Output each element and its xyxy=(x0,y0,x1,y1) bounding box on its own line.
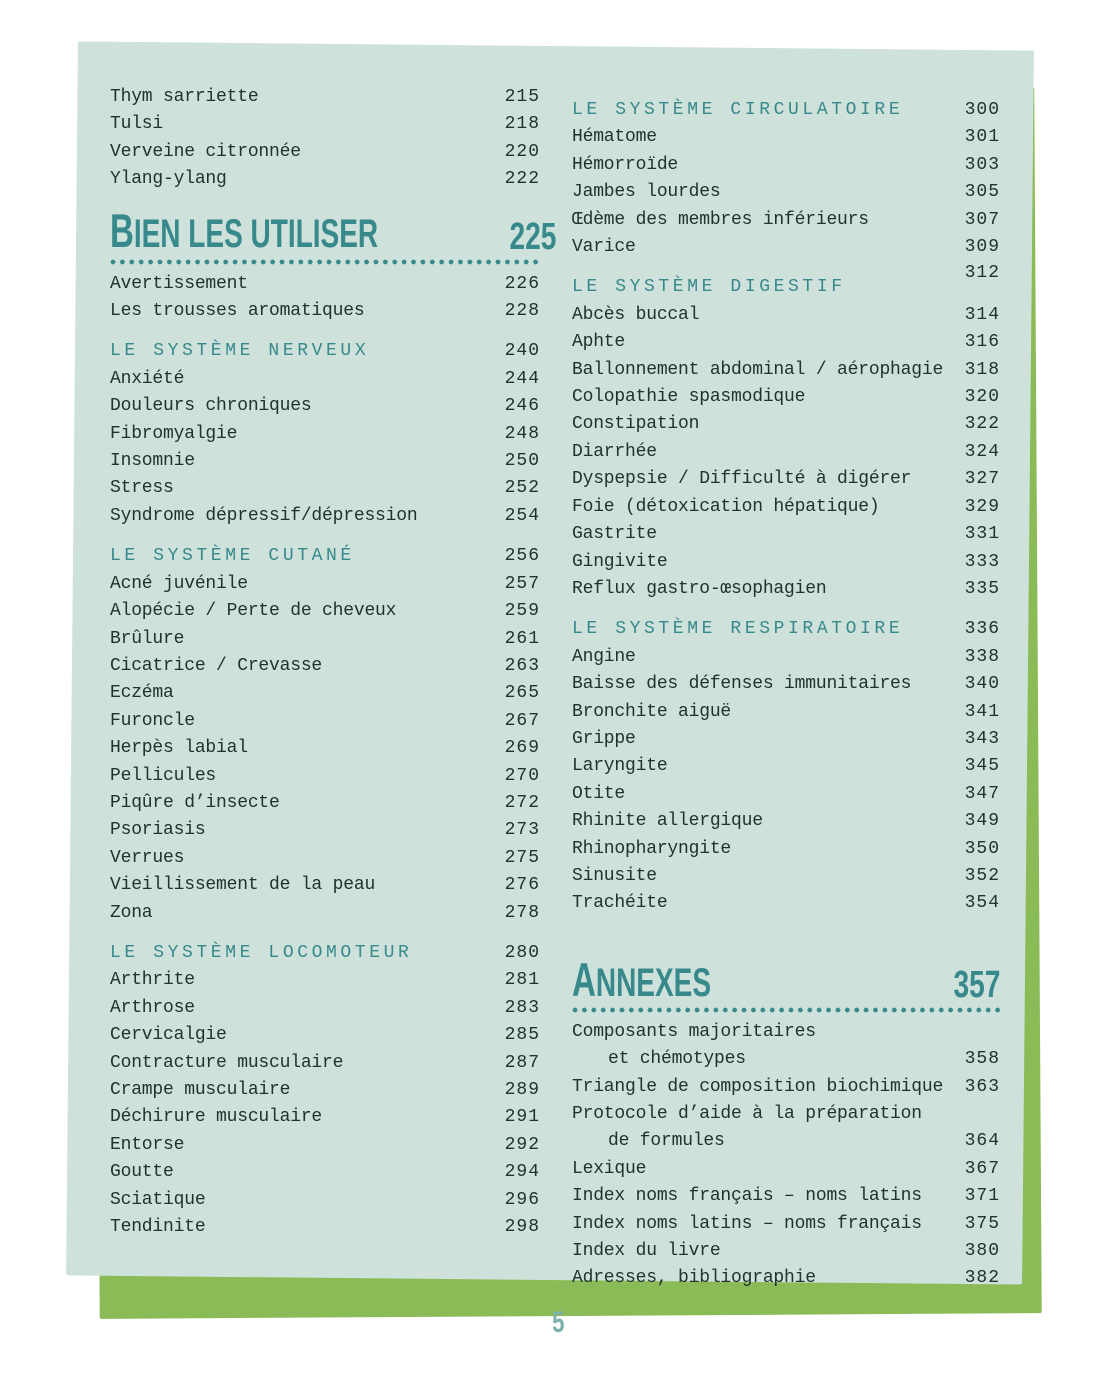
entry-label: Déchirure musculaire xyxy=(110,1107,323,1128)
toc-entry xyxy=(572,329,1000,356)
toc-entry xyxy=(110,166,540,193)
entry-label: Brûlure xyxy=(110,628,185,649)
toc-section xyxy=(110,543,540,927)
toc-entry xyxy=(110,598,540,625)
entry-page: 358 xyxy=(964,1049,1000,1070)
entry-label: Verrues xyxy=(110,847,185,868)
entry-page: 292 xyxy=(504,1134,540,1155)
toc-entry xyxy=(572,726,1000,753)
toc-entry xyxy=(110,84,540,111)
toc-entry xyxy=(110,503,540,530)
toc-section xyxy=(110,940,540,1241)
toc-entry xyxy=(572,357,1000,384)
entry-label: Sciatique xyxy=(110,1189,206,1210)
entry-label: Douleurs chroniques xyxy=(110,396,312,417)
entry-page: 324 xyxy=(964,441,1000,462)
entry-page: 350 xyxy=(964,838,1000,859)
toc-section-header xyxy=(110,940,540,967)
page-number: 5 xyxy=(551,1306,565,1339)
entry-label: de formules xyxy=(608,1131,725,1152)
entry-page: 283 xyxy=(504,997,540,1018)
entry-label: Gingivite xyxy=(572,551,668,572)
entry-label: Bronchite aiguë xyxy=(572,701,732,722)
toc-entry xyxy=(572,494,1000,521)
toc-entry xyxy=(572,152,1000,179)
entry-label: Index noms français – noms latins xyxy=(572,1186,922,1207)
toc-section xyxy=(572,97,1000,261)
entry-label: Adresses, bibliographie xyxy=(572,1268,816,1289)
toc-entry xyxy=(110,1159,540,1186)
entry-label: Grippe xyxy=(572,728,636,749)
entry-page: 270 xyxy=(504,765,540,786)
entry-page: 322 xyxy=(964,414,1000,435)
entry-page: 354 xyxy=(964,893,1000,914)
entry-label: Tendinite xyxy=(110,1217,206,1238)
entry-label: Hématome xyxy=(572,127,657,148)
entry-label: Avertissement xyxy=(110,273,248,294)
entry-page: 244 xyxy=(504,368,540,389)
section-page: 312 xyxy=(964,263,1000,284)
entry-page: 341 xyxy=(964,701,1000,722)
entry-page: 303 xyxy=(964,154,1000,175)
toc-entry xyxy=(572,302,1000,329)
entry-label: Syndrome dépressif/dépression xyxy=(110,505,418,526)
entry-page: 363 xyxy=(964,1076,1000,1097)
toc-entry xyxy=(110,366,540,393)
toc-entry xyxy=(572,439,1000,466)
entry-label: Herpès labial xyxy=(110,738,248,759)
entry-page: 275 xyxy=(504,847,540,868)
toc-entry xyxy=(110,271,540,298)
toc-column-left xyxy=(110,84,557,1241)
toc-entry xyxy=(110,571,540,598)
toc-section-header xyxy=(572,263,1000,301)
toc-entry xyxy=(110,790,540,817)
entry-page: 298 xyxy=(504,1217,540,1238)
entry-page: 265 xyxy=(504,683,540,704)
entry-page: 301 xyxy=(964,127,1000,148)
entry-label: Crampe musculaire xyxy=(110,1080,291,1100)
entry-page: 215 xyxy=(504,87,540,107)
toc-entry xyxy=(572,1211,1000,1238)
entry-page: 352 xyxy=(964,865,1000,886)
toc-entry xyxy=(572,890,1000,917)
toc-entry xyxy=(572,124,1000,151)
entry-label: Arthrite xyxy=(110,970,195,991)
entry-label: Angine xyxy=(572,646,636,667)
section-page: 256 xyxy=(504,546,540,567)
entry-page: 296 xyxy=(504,1189,540,1210)
entry-page: 318 xyxy=(964,359,1000,380)
toc-entry xyxy=(110,1187,540,1214)
entry-page: 333 xyxy=(964,551,1000,572)
toc-part-header xyxy=(572,953,1000,1013)
part-page: 357 xyxy=(953,963,1000,1006)
toc-entry xyxy=(572,549,1000,576)
toc-entry xyxy=(572,1074,1000,1101)
entry-page: 254 xyxy=(504,505,540,526)
entry-label: Alopécie / Perte de cheveux xyxy=(110,601,397,622)
entry-label: Baisse des défenses immunitaires xyxy=(572,674,912,695)
toc-section xyxy=(110,338,540,530)
entry-page: 218 xyxy=(504,114,540,135)
entry-page: 276 xyxy=(504,875,540,896)
entry-page: 327 xyxy=(964,469,1000,490)
entry-label: Index du livre xyxy=(572,1241,721,1262)
toc-entry xyxy=(110,1132,540,1159)
toc-entry xyxy=(110,448,540,475)
toc-entry xyxy=(572,1046,1000,1073)
entry-label: Eczéma xyxy=(110,683,174,704)
entry-page: 222 xyxy=(504,169,540,190)
entry-label: Sinusite xyxy=(572,865,657,886)
entry-page: 309 xyxy=(964,237,1000,258)
entry-label: Arthrose xyxy=(110,997,195,1018)
entry-label: Varice xyxy=(572,237,636,258)
entry-label: Otite xyxy=(572,783,626,804)
entry-label: Dyspepsie / Difficulté à digérer xyxy=(572,469,912,490)
toc-entry xyxy=(110,139,540,166)
toc-entry xyxy=(110,1022,540,1049)
toc-row-group xyxy=(572,1019,1000,1293)
toc-entry xyxy=(572,521,1000,548)
toc-entry xyxy=(572,1128,1000,1155)
entry-page: 220 xyxy=(504,141,540,162)
toc-column-right xyxy=(572,84,1000,1293)
entry-page: 316 xyxy=(964,332,1000,353)
entry-label: Verveine citronnée xyxy=(110,141,301,162)
entry-page: 329 xyxy=(964,496,1000,517)
entry-page: 267 xyxy=(504,710,540,731)
toc-entry xyxy=(110,680,540,707)
entry-page: 345 xyxy=(964,756,1000,777)
toc-section-header xyxy=(110,543,540,570)
entry-page: 228 xyxy=(504,301,540,322)
entry-label: Les trousses aromatiques xyxy=(110,301,365,322)
toc-entry xyxy=(110,298,540,325)
toc-entry xyxy=(572,234,1000,261)
entry-page: 263 xyxy=(504,655,540,676)
toc-entry xyxy=(572,1183,1000,1210)
entry-label: Protocole d’aide à la préparation xyxy=(572,1104,922,1124)
section-page: 300 xyxy=(964,100,1000,120)
entry-page: 278 xyxy=(504,902,540,923)
entry-page: 291 xyxy=(504,1107,540,1128)
toc-section xyxy=(572,263,1000,603)
entry-label: Diarrhée xyxy=(572,441,657,462)
toc-row-group xyxy=(110,84,540,194)
entry-label: Lexique xyxy=(572,1158,647,1179)
toc-entry xyxy=(572,1265,1000,1292)
entry-label: Ylang-ylang xyxy=(110,169,227,190)
entry-page: 285 xyxy=(504,1025,540,1046)
toc-entry xyxy=(572,671,1000,698)
entry-label: Index noms latins – noms français xyxy=(572,1213,922,1234)
entry-page: 340 xyxy=(964,674,1000,695)
toc-entry xyxy=(110,626,540,653)
toc-section-header xyxy=(110,338,540,365)
section-page: 240 xyxy=(504,341,540,362)
toc-entry xyxy=(110,1077,540,1104)
entry-label: Cicatrice / Crevasse xyxy=(110,655,323,676)
toc-entry xyxy=(110,845,540,872)
part-header-row xyxy=(572,953,1000,1007)
entry-page: 305 xyxy=(964,182,1000,203)
entry-label: Reflux gastro-œsophagien xyxy=(572,578,827,599)
entry-page: 261 xyxy=(504,628,540,649)
toc-entry xyxy=(110,393,540,420)
entry-page: 289 xyxy=(504,1080,540,1100)
toc-entry xyxy=(110,1050,540,1077)
entry-page: 380 xyxy=(964,1241,1000,1262)
entry-label: Entorse xyxy=(110,1134,185,1155)
entry-label: Jambes lourdes xyxy=(572,182,721,203)
entry-label: Composants majoritaires xyxy=(572,1021,816,1042)
entry-label: Aphte xyxy=(572,332,626,353)
toc-entry xyxy=(110,708,540,735)
section-title: LE SYSTÈME LOCOMOTEUR xyxy=(110,942,413,963)
entry-label: Fibromyalgie xyxy=(110,423,238,444)
entry-page: 269 xyxy=(504,738,540,759)
entry-page: 246 xyxy=(504,396,540,417)
entry-page: 294 xyxy=(504,1162,540,1183)
section-title: LE SYSTÈME NERVEUX xyxy=(110,341,370,362)
part-title: ANNEXES xyxy=(572,953,712,1007)
entry-page: 273 xyxy=(504,820,540,841)
entry-label: Thym sarriette xyxy=(110,87,259,107)
entry-page: 307 xyxy=(964,209,1000,230)
entry-label: Triangle de composition biochimique xyxy=(572,1076,944,1097)
entry-page: 382 xyxy=(964,1268,1000,1289)
entry-label: Constipation xyxy=(572,414,700,435)
toc-entry xyxy=(110,111,540,138)
toc-entry xyxy=(110,817,540,844)
entry-page: 367 xyxy=(964,1158,1000,1179)
dotted-rule xyxy=(572,1007,1000,1013)
entry-page: 259 xyxy=(504,601,540,622)
toc-entry xyxy=(110,421,540,448)
entry-page: 331 xyxy=(964,524,1000,545)
part-title-lead: B xyxy=(110,205,134,259)
entry-label: Insomnie xyxy=(110,451,195,472)
toc-entry xyxy=(572,179,1000,206)
toc-entry xyxy=(110,653,540,680)
toc-entry xyxy=(110,900,540,927)
part-header-row xyxy=(110,205,557,259)
entry-label: Goutte xyxy=(110,1162,174,1183)
toc-entry xyxy=(572,808,1000,835)
entry-page: 371 xyxy=(964,1186,1000,1207)
part-page: 225 xyxy=(509,215,557,258)
entry-label: Contracture musculaire xyxy=(110,1052,344,1073)
toc-entry xyxy=(110,872,540,899)
entry-label: Psoriasis xyxy=(110,820,206,841)
entry-label: Tulsi xyxy=(110,114,164,135)
entry-page: 252 xyxy=(504,478,540,499)
section-title: LE SYSTÈME DIGESTIF xyxy=(572,277,846,298)
toc-entry xyxy=(572,1101,1000,1128)
dotted-rule xyxy=(110,259,540,265)
entry-label: Ballonnement abdominal / aérophagie xyxy=(572,359,944,380)
entry-label: Anxiété xyxy=(110,368,185,389)
entry-label: Œdème des membres inférieurs xyxy=(572,209,869,230)
entry-page: 272 xyxy=(504,792,540,813)
entry-label: Furoncle xyxy=(110,710,195,731)
entry-label: Foie (détoxication hépatique) xyxy=(572,496,880,517)
toc-section-header xyxy=(572,97,1000,124)
section-page: 280 xyxy=(504,942,540,963)
entry-page: 347 xyxy=(964,783,1000,804)
toc-entry xyxy=(572,576,1000,603)
toc-entry xyxy=(110,735,540,762)
toc-part-header xyxy=(110,205,557,265)
entry-label: Gastrite xyxy=(572,524,657,545)
entry-label: Piqûre d’insecte xyxy=(110,792,280,813)
entry-page: 335 xyxy=(964,578,1000,599)
toc-entry xyxy=(572,753,1000,780)
entry-page: 257 xyxy=(504,573,540,594)
entry-label: Colopathie spasmodique xyxy=(572,387,806,408)
toc-entry xyxy=(572,1156,1000,1183)
entry-page: 349 xyxy=(964,811,1000,832)
toc-entry xyxy=(572,1238,1000,1265)
toc-entry xyxy=(572,207,1000,234)
toc-entry xyxy=(110,967,540,994)
toc-section-header xyxy=(572,616,1000,643)
toc-entry xyxy=(572,699,1000,726)
toc-entry xyxy=(572,384,1000,411)
entry-page: 226 xyxy=(504,273,540,294)
toc-entry xyxy=(110,995,540,1022)
entry-page: 287 xyxy=(504,1052,540,1073)
section-page: 336 xyxy=(964,619,1000,640)
toc-entry xyxy=(110,763,540,790)
entry-label: Pellicules xyxy=(110,765,217,786)
toc-entry xyxy=(572,863,1000,890)
entry-page: 320 xyxy=(964,387,1000,408)
entry-label: Laryngite xyxy=(572,756,668,777)
entry-page: 314 xyxy=(964,304,1000,325)
toc-entry xyxy=(572,411,1000,438)
entry-label: Abcès buccal xyxy=(572,304,700,325)
entry-page: 250 xyxy=(504,451,540,472)
entry-label: Rhinite allergique xyxy=(572,811,763,832)
toc-section xyxy=(572,616,1000,917)
toc-row-group xyxy=(110,271,540,326)
toc-entry xyxy=(110,1104,540,1131)
entry-label: Hémorroïde xyxy=(572,154,679,175)
part-title-lead: A xyxy=(572,953,596,1007)
toc-entry xyxy=(572,836,1000,863)
toc-entry xyxy=(572,1019,1000,1046)
entry-page: 338 xyxy=(964,646,1000,667)
entry-label: et chémotypes xyxy=(608,1049,746,1070)
section-title: LE SYSTÈME CIRCULATOIRE xyxy=(572,100,904,120)
entry-page: 375 xyxy=(964,1213,1000,1234)
entry-page: 281 xyxy=(504,970,540,991)
toc-entry xyxy=(110,475,540,502)
entry-label: Trachéite xyxy=(572,893,668,914)
entry-page: 343 xyxy=(964,728,1000,749)
entry-label: Vieillissement de la peau xyxy=(110,875,376,896)
toc-entry xyxy=(572,644,1000,671)
section-title: LE SYSTÈME RESPIRATOIRE xyxy=(572,619,904,640)
toc-entry xyxy=(572,466,1000,493)
entry-label: Cervicalgie xyxy=(110,1025,227,1046)
entry-label: Stress xyxy=(110,478,174,499)
entry-label: Rhinopharyngite xyxy=(572,838,732,859)
entry-label: Acné juvénile xyxy=(110,573,248,594)
part-title: BIEN LES UTILISER xyxy=(110,205,379,259)
entry-page: 248 xyxy=(504,423,540,444)
entry-label: Zona xyxy=(110,902,153,923)
entry-page: 364 xyxy=(964,1131,1000,1152)
section-title: LE SYSTÈME CUTANÉ xyxy=(110,546,355,567)
toc-entry xyxy=(110,1214,540,1241)
toc-entry xyxy=(572,781,1000,808)
